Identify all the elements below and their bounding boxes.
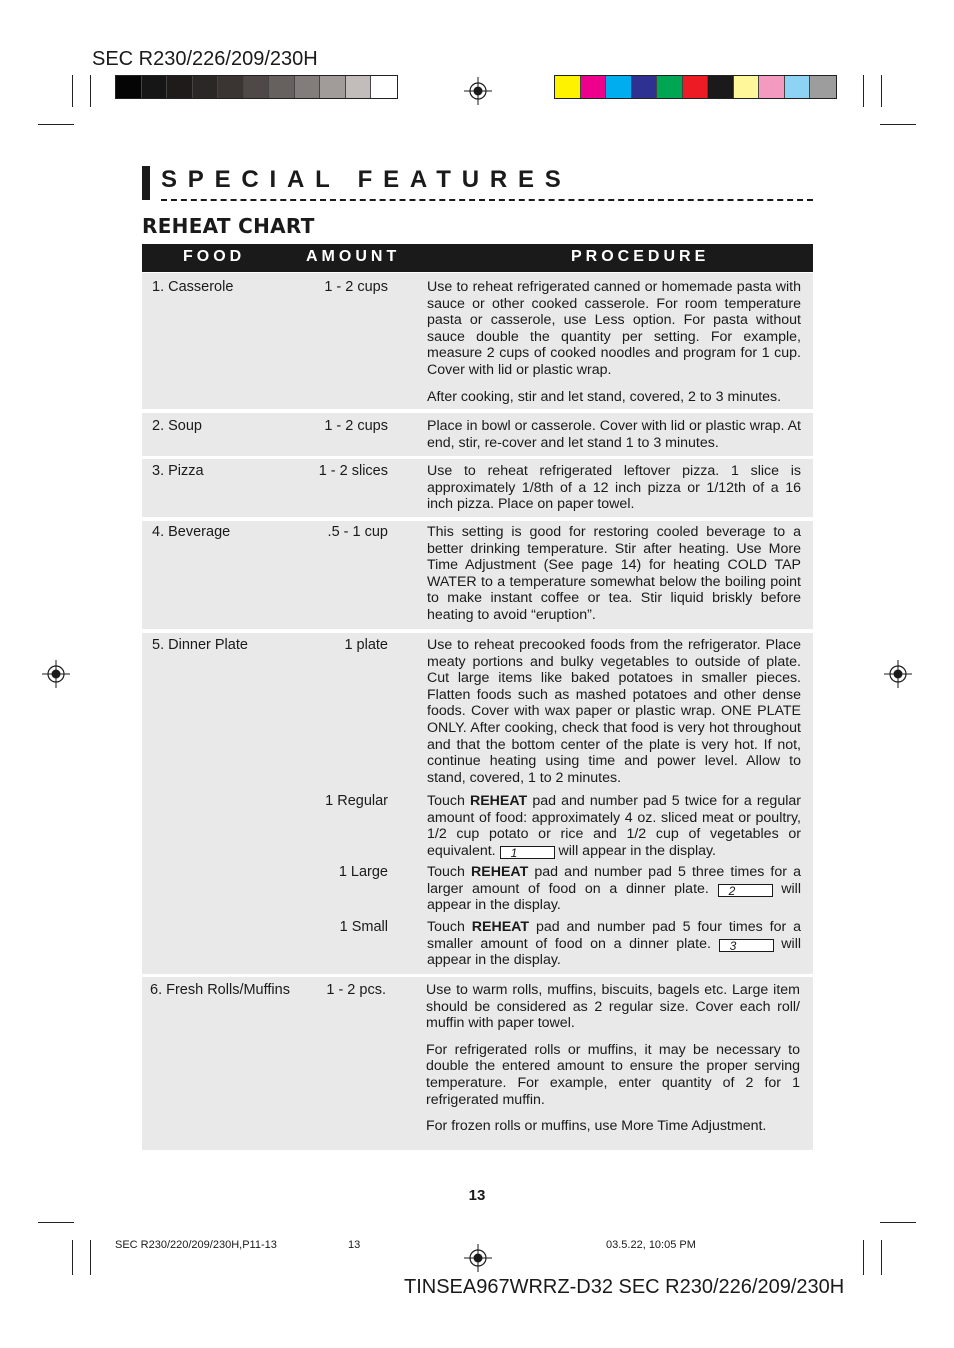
- food-amount: 1 - 2 pcs.: [326, 982, 386, 998]
- header-procedure: PROCEDURE: [571, 248, 710, 265]
- color-swatch: [116, 76, 142, 98]
- food-name: 6. Fresh Rolls/Muffins: [150, 982, 290, 998]
- chart-title: REHEAT CHART: [142, 214, 315, 238]
- procedure-text: Use to reheat precooked foods from the refrigerator. Place meaty portions and bulky vegetables to outside of plate. Cut large items like baked potatoes in smaller pieces. Flatten foods such as mashed potatoes and other dense foods. Cover with wax paper or plastic wrap. ONE PLATE ONLY. After cooking, check that food is very hot throughout and that the bottom center of the plate is very hot. If not, continue heating using time and power level. Allow to stand, covered, 1 to 2 minutes.: [427, 637, 801, 786]
- procedure-text: For frozen rolls or muffins, use More Time Adjustment.: [426, 1118, 767, 1135]
- color-swatch: [708, 76, 734, 98]
- color-swatch: [371, 76, 397, 98]
- procedure: [427, 279, 801, 405]
- color-swatch: [320, 76, 346, 98]
- color-swatch: [193, 76, 219, 98]
- registration-mark-icon: [464, 1244, 492, 1272]
- color-swatch: [346, 76, 372, 98]
- reheat-key-label: REHEAT: [469, 793, 528, 809]
- display-readout: 3: [719, 939, 774, 952]
- registration-mark-icon: [42, 660, 70, 688]
- food-amount: 1 - 2 cups: [324, 418, 388, 434]
- header-food: FOOD: [183, 248, 246, 265]
- table-header: [142, 244, 813, 272]
- display-readout: 2: [718, 884, 773, 897]
- section-dashed-rule: [161, 199, 813, 201]
- color-swatch: [555, 76, 581, 98]
- color-swatch: [295, 76, 321, 98]
- color-swatch: [683, 76, 709, 98]
- option-amount: 1 Regular: [325, 793, 388, 809]
- color-swatch: [142, 76, 168, 98]
- table-row: [142, 521, 813, 629]
- food-name: 5. Dinner Plate: [152, 637, 248, 653]
- procedure: [427, 637, 801, 786]
- procedure: [427, 463, 801, 513]
- doc-code: SEC R230/226/209/230H: [92, 48, 318, 70]
- food-amount: 1 plate: [344, 637, 388, 653]
- table-row: [142, 273, 813, 409]
- food-name: 4. Beverage: [152, 524, 231, 540]
- procedure: [426, 982, 800, 1135]
- print-timestamp: 03.5.22, 10:05 PM: [606, 1239, 696, 1251]
- color-swatch: [606, 76, 632, 98]
- gray-color-bar: [115, 75, 398, 99]
- food-amount: 1 - 2 cups: [324, 279, 388, 295]
- table-row: [142, 413, 813, 456]
- procedure-text: Use to reheat refrigerated canned or homemade pasta with sauce or other cooked casserole. For room temperature pasta or casserole, use Less option. For pasta without sauce double the quantity per setting. For example, measure 2 cups of cooked noodles and program for 1 cup. Cover with lid or plastic wrap.: [427, 279, 801, 378]
- procedure: [427, 524, 801, 624]
- procedure-text: Place in bowl or casserole. Cover with lid or plastic wrap. At end, stir, re-cover and let stand 1 to 3 minutes.: [427, 418, 801, 451]
- registration-mark-icon: [464, 77, 492, 105]
- food-amount: .5 - 1 cup: [327, 524, 388, 540]
- table-row: [142, 633, 813, 974]
- color-swatch: [657, 76, 683, 98]
- option-amount: 1 Large: [338, 864, 388, 880]
- color-swatch: [244, 76, 270, 98]
- option-procedure: Touch REHEAT pad and number pad 5 twice for a regular amount of food: approximately 4 oz. sliced meat or poultry, 1/2 cup potato or rice and 1/2 cup of vegetables or equivalent. 1 will appear in the display.: [427, 793, 801, 860]
- food-amount: 1 - 2 slices: [318, 463, 388, 479]
- procedure-text: After cooking, stir and let stand, covered, 2 to 3 minutes.: [427, 388, 782, 405]
- display-readout: 1: [500, 846, 555, 859]
- color-calibration-bar: [554, 75, 837, 99]
- option-procedure: Touch REHEAT pad and number pad 5 four times for a smaller amount of food on a dinner plate. 3 will appear in the display.: [427, 919, 801, 969]
- table-row: [142, 977, 813, 1150]
- file-reference: SEC R230/220/209/230H,P11-13: [115, 1239, 277, 1251]
- food-name: 2. Soup: [152, 418, 202, 434]
- procedure-text: Use to warm rolls, muffins, biscuits, bagels etc. Large item should be considered as 2 regular size. Cover each roll/ muffin with paper towel.: [426, 982, 800, 1032]
- food-name: 3. Pizza: [152, 463, 204, 479]
- option-procedure: Touch REHEAT pad and number pad 5 three times for a larger amount of food on a dinner plate. 2 will appear in the display.: [427, 864, 801, 914]
- file-page-number: 13: [348, 1239, 361, 1251]
- procedure-text: This setting is good for restoring cooled beverage to a better drinking temperature. Stir after heating. Use More Time Adjustment (See page 14) for heating COLD TAP WATER to a temperature somewhat below the boiling point to make instant coffee or tea. Stir liquid briskly before heating to avoid “eruption”.: [427, 524, 801, 623]
- food-name: 1. Casserole: [152, 279, 234, 295]
- color-swatch: [785, 76, 811, 98]
- color-swatch: [581, 76, 607, 98]
- section-title: SPECIAL FEATURES: [161, 166, 572, 193]
- procedure-text: Use to reheat refrigerated leftover pizza. 1 slice is approximately 1/8th of a 12 inch pizza or 1/12th of a 16 inch pizza. Place on paper towel.: [427, 463, 801, 513]
- option-amount: 1 Small: [339, 919, 388, 935]
- header-amount: AMOUNT: [306, 248, 401, 265]
- color-swatch: [759, 76, 785, 98]
- section-marker: [142, 166, 150, 200]
- registration-mark-icon: [884, 660, 912, 688]
- color-swatch: [167, 76, 193, 98]
- page-number: 13: [468, 1187, 486, 1204]
- color-swatch: [218, 76, 244, 98]
- reheat-key-label: REHEAT: [470, 864, 529, 880]
- color-swatch: [632, 76, 658, 98]
- color-swatch: [810, 76, 836, 98]
- table-row: [142, 459, 813, 517]
- color-swatch: [734, 76, 760, 98]
- bottom-doc-code: TINSEA967WRRZ-D32 SEC R230/226/209/230H: [404, 1276, 845, 1298]
- procedure: [427, 418, 801, 451]
- procedure-text: For refrigerated rolls or muffins, it may be necessary to double the entered amount to ensure the proper serving temperature. For example, enter quantity of 2 for 1 refrigerated muffin.: [426, 1041, 800, 1108]
- reheat-key-label: REHEAT: [471, 919, 530, 935]
- color-swatch: [269, 76, 295, 98]
